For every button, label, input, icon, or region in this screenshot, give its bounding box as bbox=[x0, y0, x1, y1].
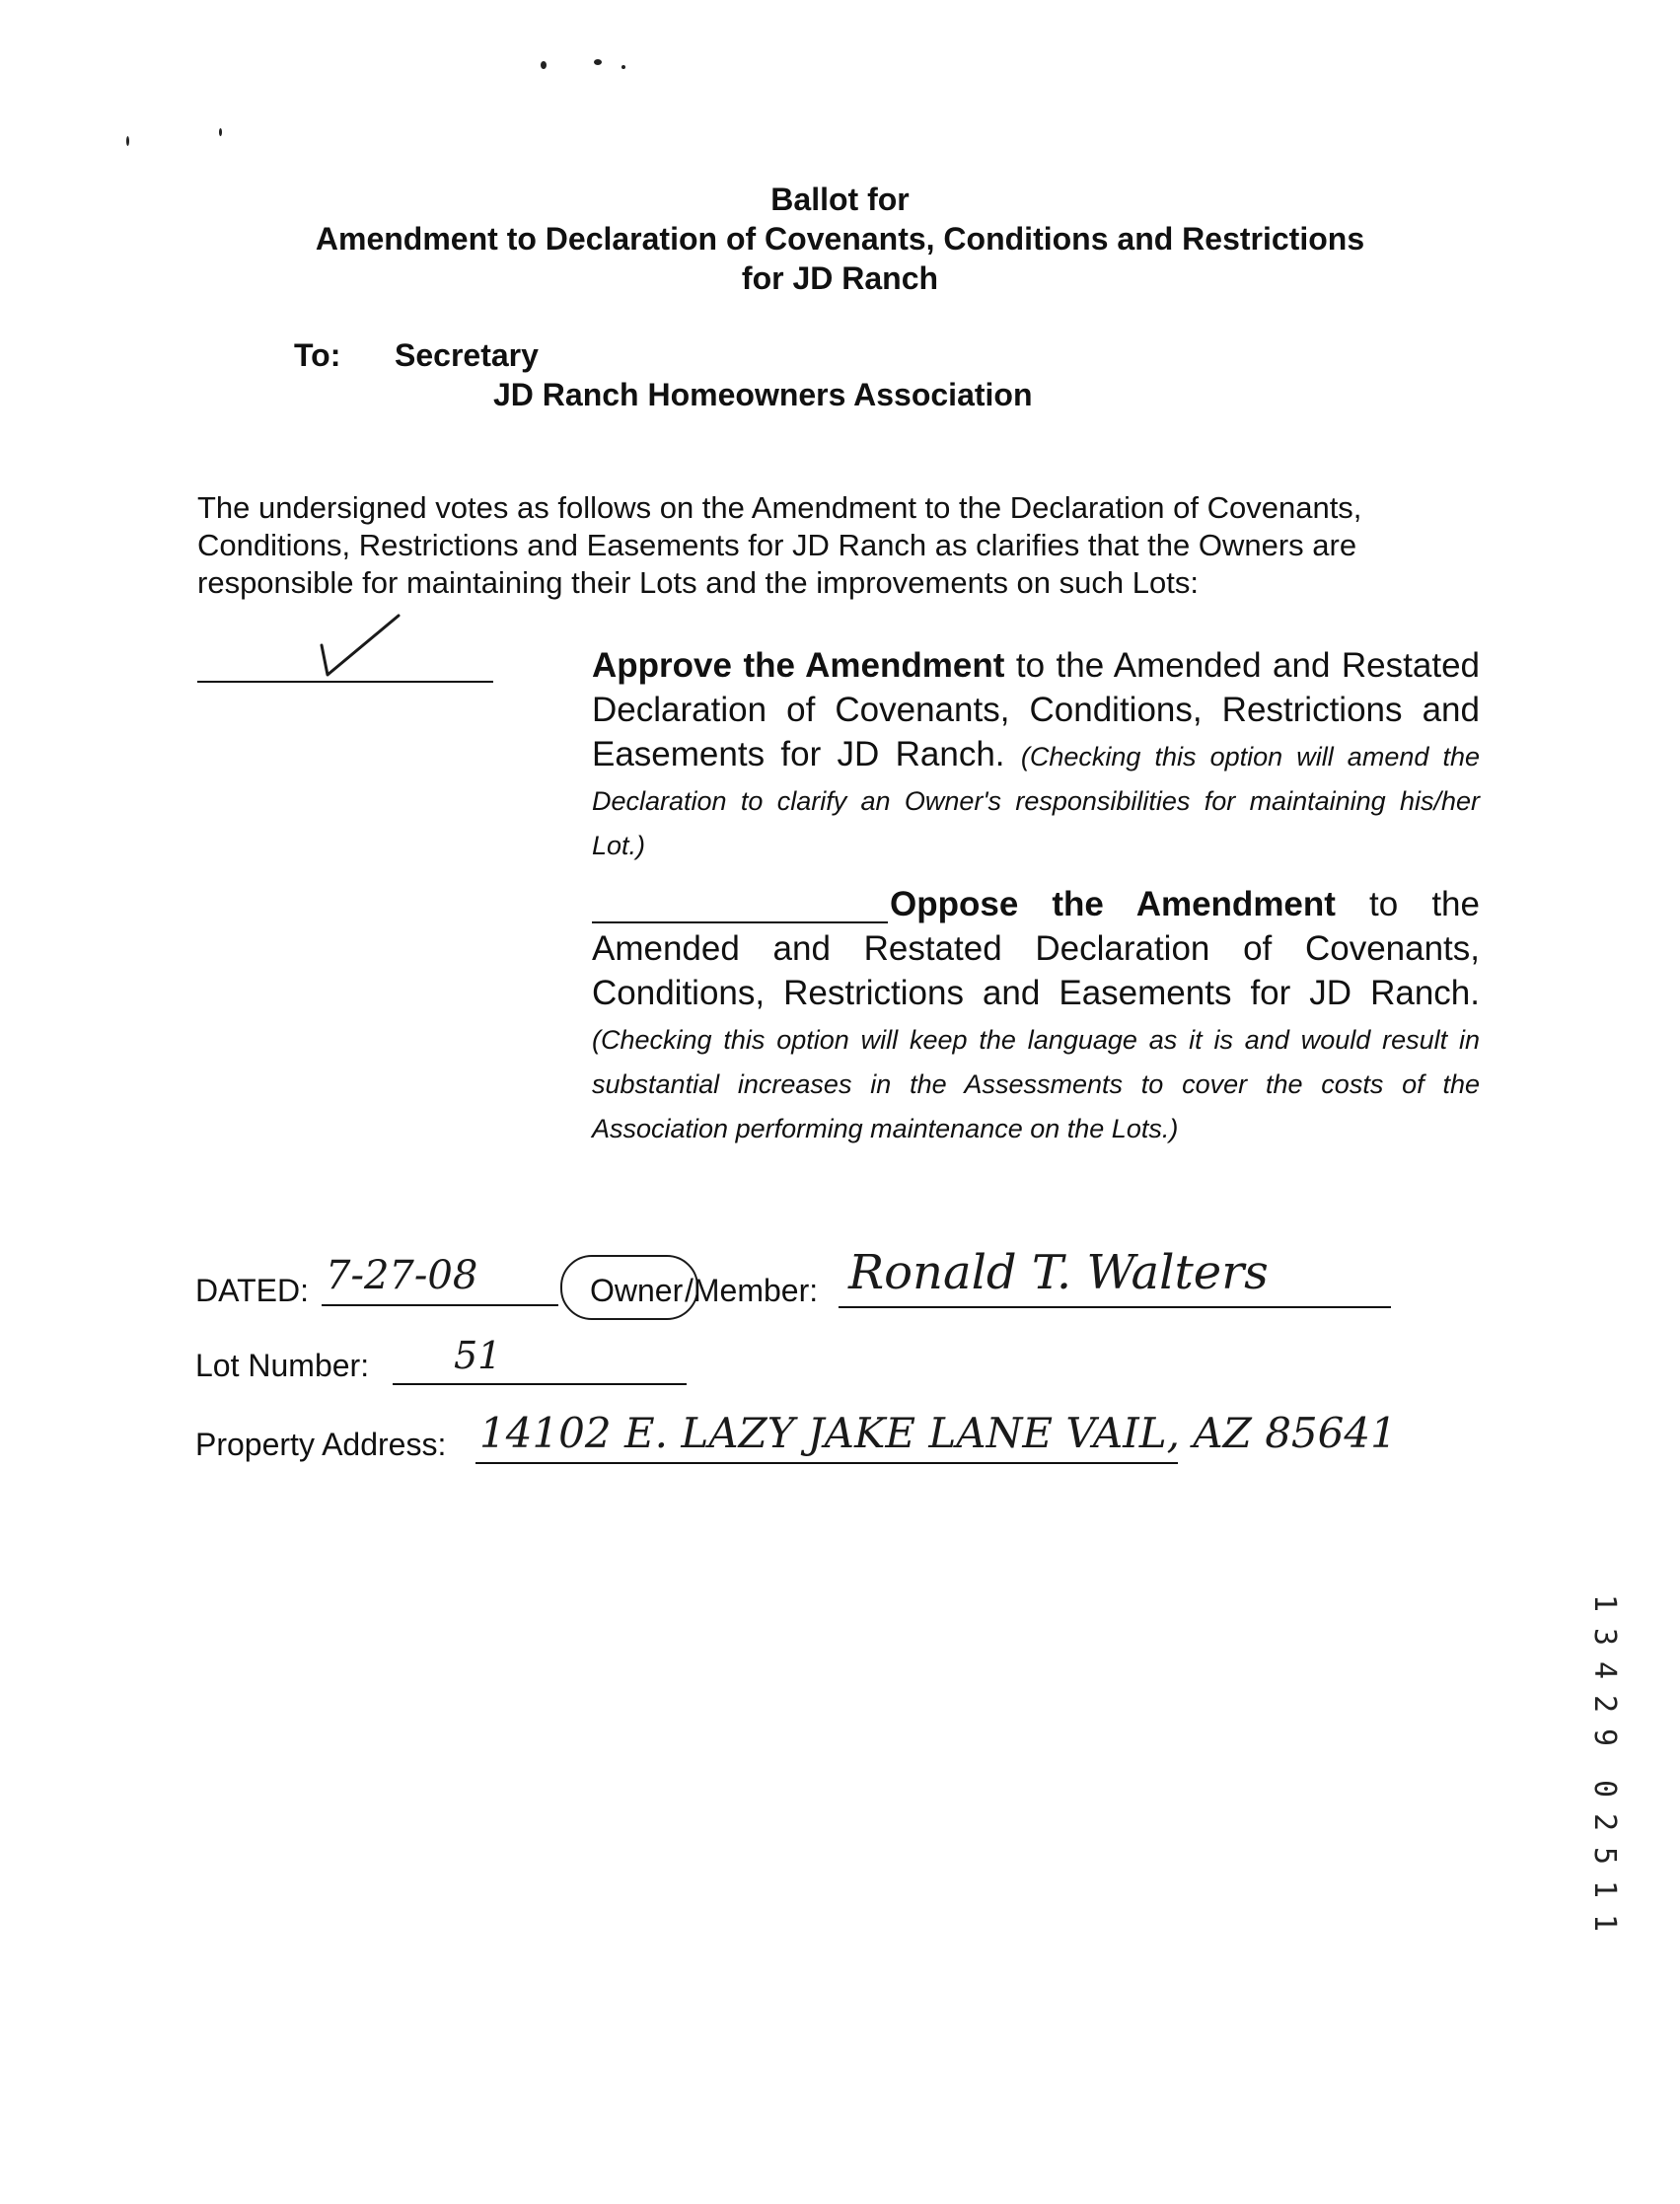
to-label: To: bbox=[294, 337, 341, 373]
stamp-digit: 9 bbox=[1587, 1727, 1622, 1747]
check-mark-icon bbox=[314, 610, 412, 681]
approve-option bbox=[592, 643, 1480, 865]
document-id-stamp bbox=[1582, 1586, 1626, 1940]
to-recipient: Secretary bbox=[395, 337, 539, 373]
scan-speck bbox=[219, 128, 222, 136]
approve-heading: Approve the Amendment bbox=[592, 646, 1005, 685]
dated-value[interactable]: 7-27-08 bbox=[326, 1253, 478, 1298]
stamp-digit: 2 bbox=[1587, 1694, 1622, 1714]
stamp-digit: 2 bbox=[1587, 1812, 1622, 1832]
member-label: /Member: bbox=[685, 1273, 819, 1308]
scan-speck bbox=[126, 136, 129, 146]
intro-line-2: Conditions, Restrictions and Easements for JD Ranch as clarifies that the Owners are bbox=[197, 528, 1357, 562]
stamp-digit: 0 bbox=[1587, 1779, 1622, 1799]
oppose-option bbox=[592, 882, 1480, 1148]
lot-label: Lot Number: bbox=[195, 1348, 370, 1383]
ballot-subtitle: Amendment to Declaration of Covenants, Conditions and Restrictions bbox=[315, 221, 1365, 257]
dated-label: DATED: bbox=[195, 1273, 309, 1308]
scan-speck bbox=[541, 61, 547, 69]
approve-text: to the Amended and Restated Declaration of Covenants, Conditions, Restrictions and Easements for JD Ranch. bbox=[592, 646, 1480, 773]
scan-speck bbox=[621, 65, 625, 69]
to-organization: JD Ranch Homeowners Association bbox=[493, 377, 1033, 412]
owner-label: Owner bbox=[590, 1273, 684, 1308]
stamp-digit: 3 bbox=[1587, 1627, 1622, 1647]
signature-underline bbox=[839, 1306, 1391, 1308]
intro-line-3: responsible for maintaining their Lots and the improvements on such Lots: bbox=[197, 565, 1199, 600]
oppose-note: (Checking this option will keep the language as it is and would result in substantial increases in the Assessments to cover the costs of the Association performing maintenance on the Lots.) bbox=[592, 1025, 1480, 1143]
dated-underline bbox=[322, 1304, 558, 1306]
address-label: Property Address: bbox=[195, 1427, 447, 1462]
oppose-heading: Oppose the Amendment bbox=[890, 885, 1336, 923]
ballot-subtitle-ranch: for JD Ranch bbox=[741, 260, 939, 296]
address-value[interactable]: 14102 E. LAZY JAKE LANE VAIL, AZ 85641 bbox=[479, 1409, 1397, 1457]
stamp-digit: 1 bbox=[1587, 1913, 1622, 1933]
owner-signature[interactable]: Ronald T. Walters bbox=[848, 1245, 1269, 1300]
lot-value[interactable]: 51 bbox=[454, 1334, 502, 1377]
address-underline bbox=[475, 1462, 1178, 1464]
scan-speck bbox=[594, 59, 602, 65]
lot-underline bbox=[393, 1383, 687, 1385]
approve-checkbox-line[interactable] bbox=[197, 681, 493, 683]
ballot-title: Ballot for bbox=[770, 182, 910, 217]
stamp-digit: 5 bbox=[1587, 1846, 1622, 1866]
approve-note: (Checking this option will amend the Declaration to clarify an Owner's responsibilities for maintaining his/her Lot.) bbox=[592, 742, 1480, 860]
oppose-text: to the Amended and Restated Declaration of Covenants, Conditions, Restrictions and Easements for JD Ranch. bbox=[592, 885, 1480, 1012]
stamp-digit: 1 bbox=[1587, 1879, 1622, 1899]
stamp-digit: 4 bbox=[1587, 1660, 1622, 1680]
stamp-digit: 1 bbox=[1587, 1593, 1622, 1613]
intro-line-1: The undersigned votes as follows on the Amendment to the Declaration of Covenants, bbox=[197, 490, 1362, 525]
